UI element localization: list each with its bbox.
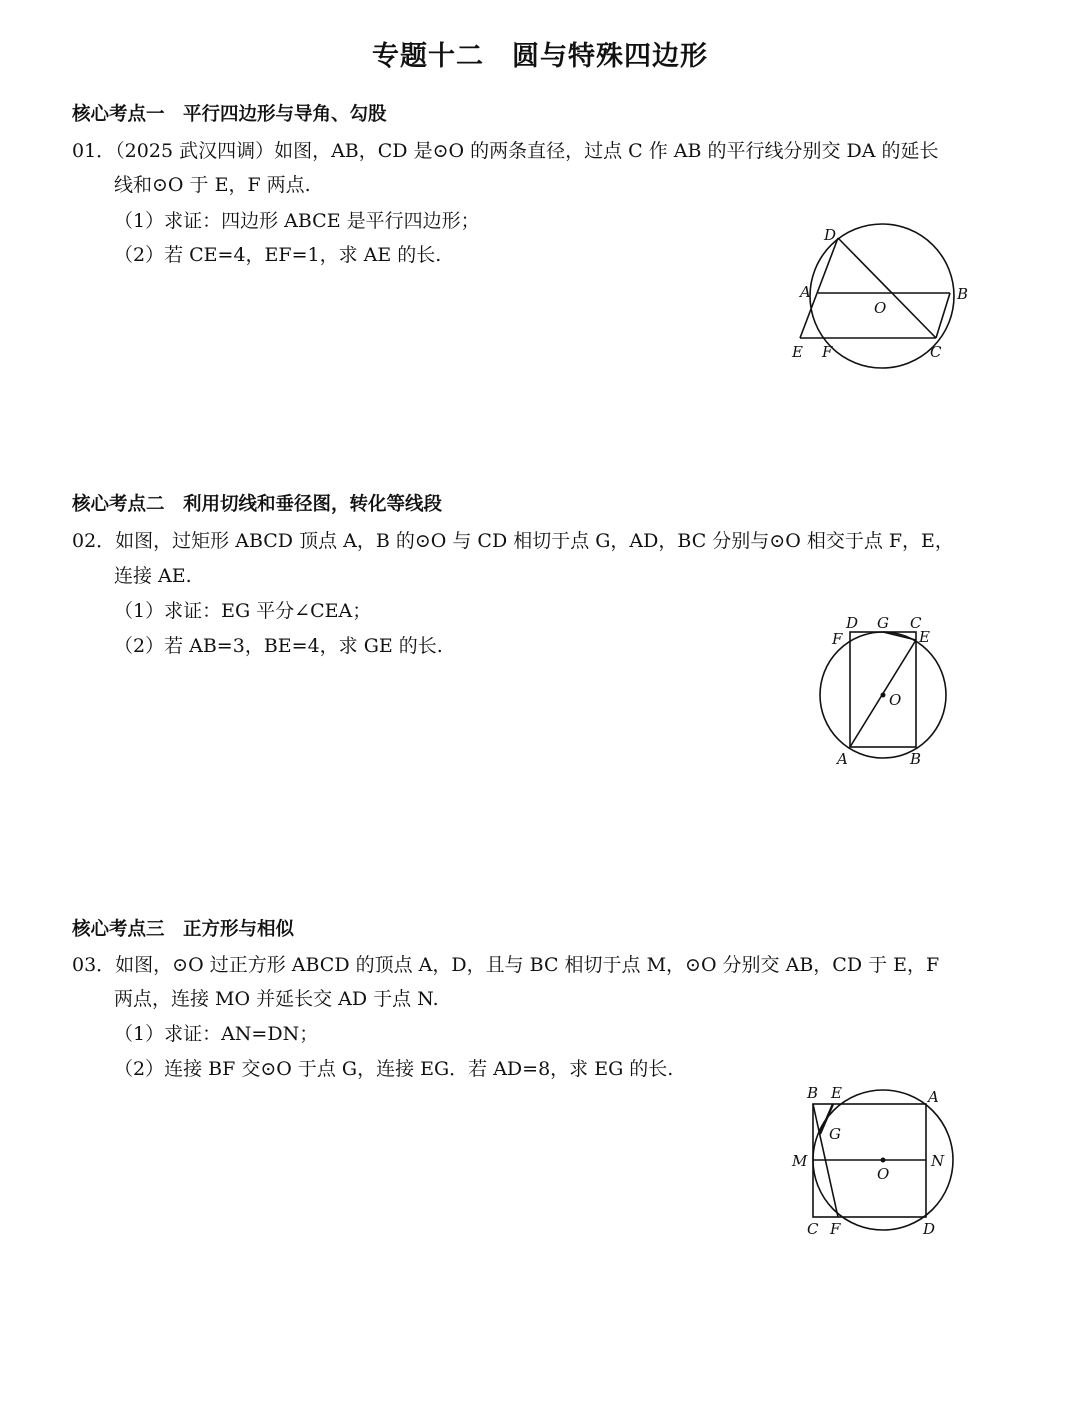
label-b: B — [807, 1084, 819, 1102]
label-o: O — [874, 299, 887, 317]
label-c: C — [910, 614, 922, 632]
problem-1-line-2: 线和⊙O 于 E，F 两点. — [114, 174, 311, 196]
label-d: D — [846, 614, 859, 632]
problem-3-line-2: 两点，连接 MO 并延长交 AD 于点 N. — [114, 988, 439, 1010]
label-o: O — [877, 1165, 890, 1183]
label-a: A — [800, 283, 811, 301]
problem-3-figure — [780, 1078, 965, 1238]
problem-3-part-2: （2）连接 BF 交⊙O 于点 G，连接 EG．若 AD=8，求 EG 的长. — [114, 1058, 674, 1080]
label-o: O — [889, 691, 902, 709]
problem-2-line-1: 02．如图，过矩形 ABCD 顶点 A，B 的⊙O 与 CD 相切于点 G，AD，BC 分别与⊙O 相交于点 F，E， — [72, 530, 954, 552]
label-e: E — [792, 343, 803, 361]
line-bc — [936, 293, 950, 338]
label-e: E — [919, 628, 930, 646]
problem-1-line-1: 01．（2025 武汉四调）如图，AB，CD 是⊙O 的两条直径，过点 C 作 AB 的平行线分别交 DA 的延长 — [72, 140, 939, 162]
label-f: F — [822, 343, 833, 361]
section-heading-2: 核心考点二 利用切线和垂径图，转化等线段 — [72, 494, 443, 515]
label-g: G — [877, 614, 889, 632]
label-a: A — [928, 1088, 939, 1106]
center-dot — [881, 1158, 886, 1163]
section-heading-3: 核心考点三 正方形与相似 — [72, 919, 295, 940]
problem-2-part-2: （2）若 AB=3，BE=4，求 GE 的长. — [114, 635, 443, 657]
problem-1-part-2: （2）若 CE=4，EF=1，求 AE 的长. — [114, 244, 442, 266]
problem-2-part-1: （1）求证：EG 平分∠CEA； — [114, 600, 372, 622]
problem-1-part-1: （1）求证：四边形 ABCE 是平行四边形； — [114, 210, 480, 232]
page-title: 专题十二 圆与特殊四边形 — [372, 41, 708, 72]
label-d: D — [923, 1220, 936, 1238]
section-heading-1: 核心考点一 平行四边形与导角、勾股 — [72, 104, 387, 125]
label-e: E — [831, 1084, 842, 1102]
label-b: B — [910, 750, 922, 768]
label-c: C — [930, 343, 942, 361]
center-dot — [881, 693, 886, 698]
label-g: G — [829, 1125, 841, 1143]
label-a: A — [837, 750, 848, 768]
label-f: F — [832, 630, 843, 648]
diameter-dc — [838, 238, 936, 338]
problem-3-part-1: （1）求证：AN=DN； — [114, 1023, 319, 1045]
label-b: B — [957, 285, 969, 303]
problem-2-line-2: 连接 AE. — [114, 565, 192, 587]
label-c: C — [807, 1220, 819, 1238]
problem-1-figure — [780, 220, 980, 370]
label-f: F — [830, 1220, 841, 1238]
problem-2-figure — [810, 610, 960, 775]
line-ge — [883, 632, 916, 640]
label-m: M — [792, 1152, 808, 1170]
label-n: N — [931, 1152, 945, 1170]
problem-3-line-1: 03．如图，⊙O 过正方形 ABCD 的顶点 A，D，且与 BC 相切于点 M，⊙O 分别交 AB，CD 于 E，F — [72, 954, 940, 976]
label-d: D — [824, 226, 837, 244]
